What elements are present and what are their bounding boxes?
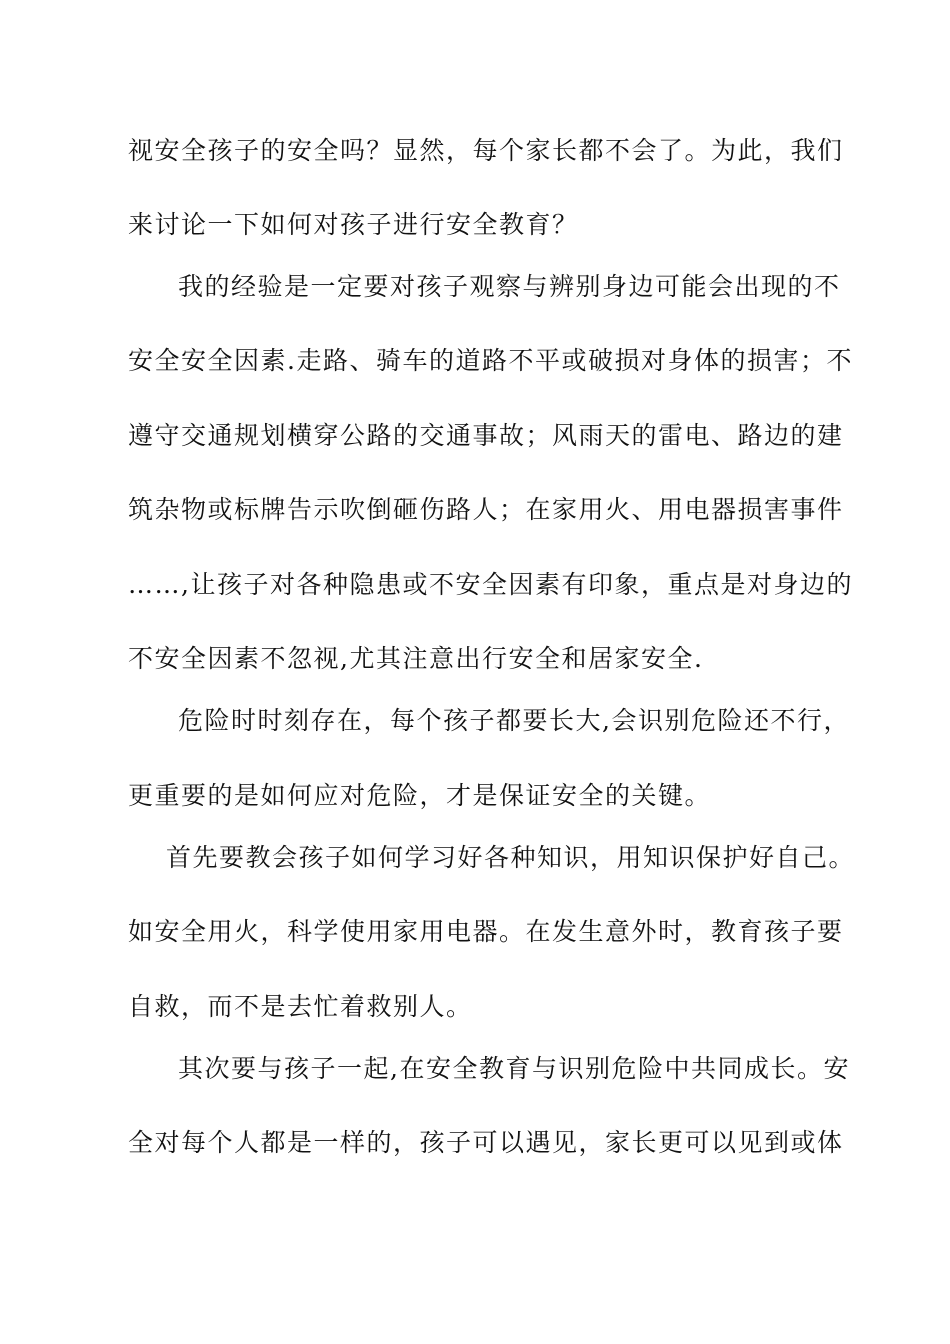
text-line: ……,让孩子对各种隐患或不安全因素有印象，重点是对身边的	[128, 570, 853, 599]
text-line: 全对每个人都是一样的，孩子可以遇见，家长更可以见到或体	[128, 1128, 844, 1157]
paragraph-start-line: 危险时时刻存在，每个孩子都要长大,会识别危险还不行，	[178, 706, 850, 735]
paragraph-start-line: 首先要教会孩子如何学习好各种知识，用知识保护好自己。	[166, 843, 856, 872]
text-line: 筑杂物或标牌告示吹倒砸伤路人；在家用火、用电器损害事件	[128, 495, 844, 524]
text-line: 来讨论一下如何对孩子进行安全教育？	[128, 210, 579, 239]
text-line: 如安全用火，科学使用家用电器。在发生意外时，教育孩子要	[128, 917, 844, 946]
paragraph-start-line: 我的经验是一定要对孩子观察与辨别身边可能会出现的不	[178, 272, 841, 301]
text-line: 更重要的是如何应对危险，才是保证安全的关键。	[128, 781, 712, 810]
text-line: 视安全孩子的安全吗？显然，每个家长都不会了。为此，我们	[128, 136, 844, 165]
paragraph-start-line: 其次要与孩子一起,在安全教育与识别危险中共同成长。安	[178, 1054, 850, 1083]
text-line: 遵守交通规划横穿公路的交通事故；风雨天的雷电、路边的建	[128, 421, 844, 450]
text-line: 自救，而不是去忙着救别人。	[128, 992, 473, 1021]
text-line: 安全安全因素.走路、骑车的道路不平或破损对身体的损害；不	[128, 346, 853, 375]
text-line: 不安全因素不忽视,尤其注意出行安全和居家安全.	[128, 644, 704, 673]
